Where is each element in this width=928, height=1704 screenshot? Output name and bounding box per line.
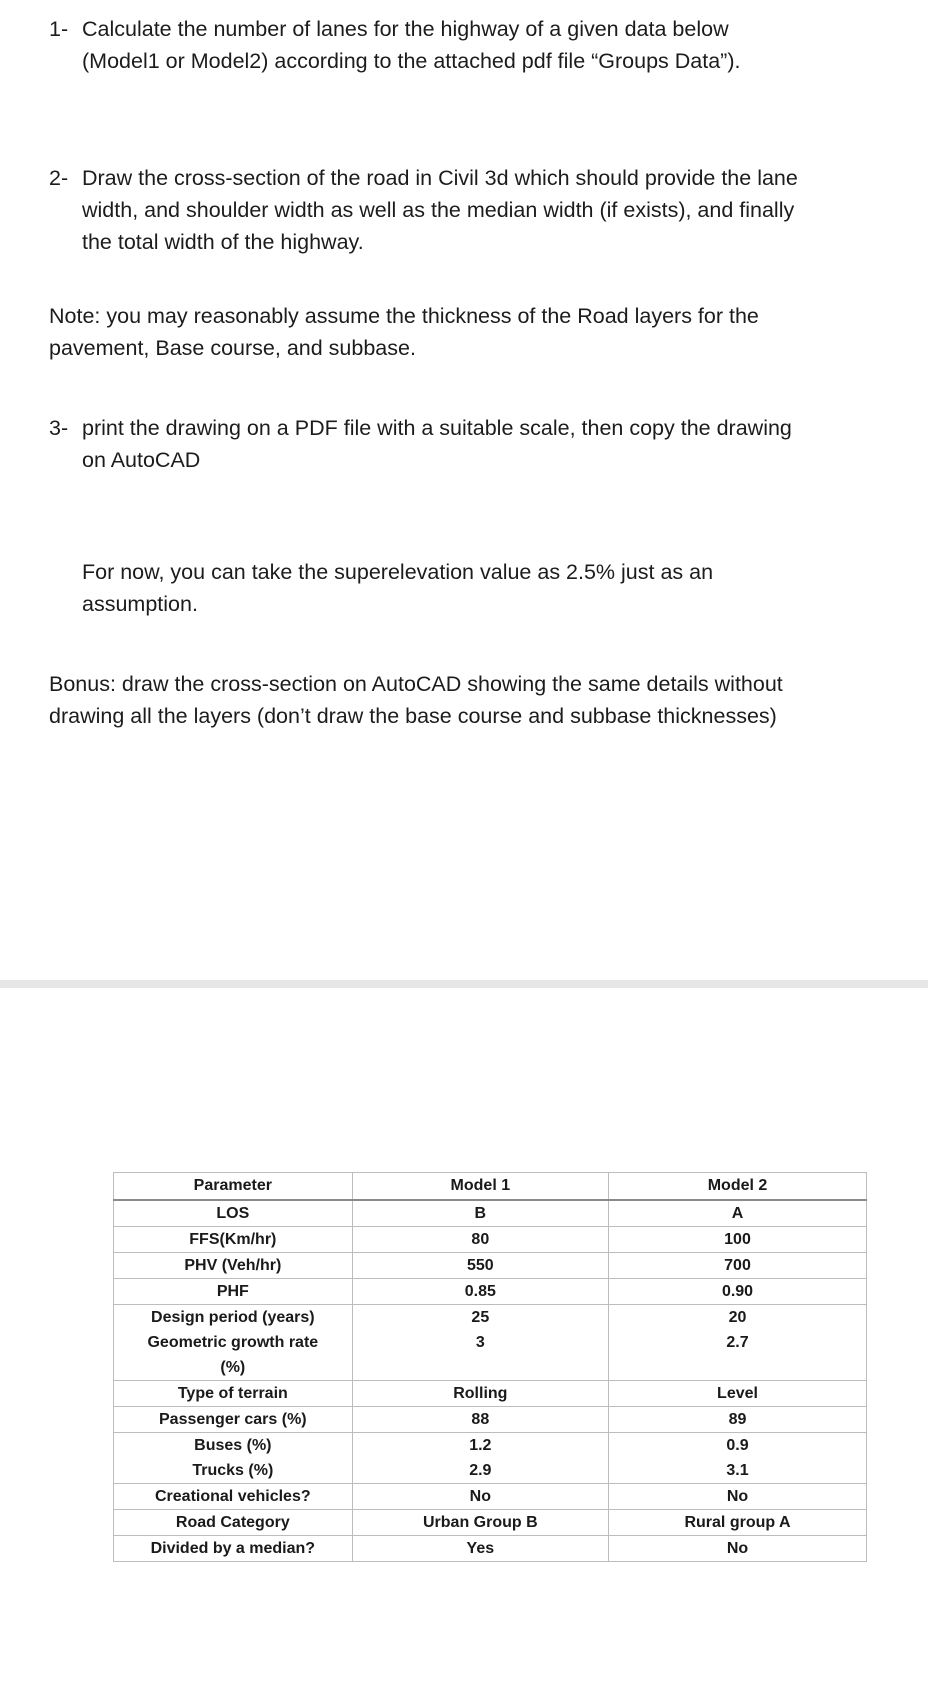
item-number: 3- — [49, 416, 69, 440]
model-2-cell: 20 — [609, 1305, 867, 1331]
param-cell: Road Category — [114, 1510, 353, 1536]
superelevation-line-1: For now, you can take the superelevation value as 2.5% just as an — [82, 560, 714, 584]
item-1-line-1: Calculate the number of lanes for the highway of a given data below — [82, 17, 729, 41]
model-1-cell: 0.85 — [352, 1279, 608, 1305]
item-number: 1- — [49, 17, 69, 41]
table-row — [114, 1381, 867, 1407]
page-divider — [0, 980, 928, 988]
param-cell: PHF — [114, 1279, 353, 1305]
param-cell: Design period (years) — [114, 1305, 353, 1331]
header-model-1: Model 1 — [352, 1173, 608, 1201]
item-2-line-2: width, and shoulder width as well as the median width (if exists), and finally — [82, 198, 795, 222]
bonus-paragraph — [49, 668, 879, 732]
table-row — [114, 1433, 867, 1459]
item-2-line-3: the total width of the highway. — [82, 230, 364, 254]
table-row — [114, 1484, 867, 1510]
item-3-line-1: print the drawing on a PDF file with a suitable scale, then copy the drawing — [82, 416, 792, 440]
param-cell: Divided by a median? — [114, 1536, 353, 1562]
model-1-cell: 25 — [352, 1305, 608, 1331]
bonus-line-2: drawing all the layers (don’t draw the base course and subbase thicknesses) — [49, 704, 777, 728]
table-row — [114, 1227, 867, 1253]
param-cell-line-2: (%) — [220, 1359, 246, 1376]
param-cell: LOS — [114, 1200, 353, 1227]
model-1-cell: 1.2 — [352, 1433, 608, 1459]
model-2-cell: 3.1 — [609, 1458, 867, 1484]
models-table-container — [113, 1172, 867, 1562]
table-row — [114, 1305, 867, 1331]
param-cell: Trucks (%) — [114, 1458, 353, 1484]
table-row — [114, 1407, 867, 1433]
note-line-1: Note: you may reasonably assume the thickness of the Road layers for the — [49, 304, 759, 328]
note-paragraph — [49, 300, 879, 364]
model-2-cell: Level — [609, 1381, 867, 1407]
model-2-cell: Rural group A — [609, 1510, 867, 1536]
table-row — [114, 1200, 867, 1227]
model-2-cell: 2.7 — [609, 1330, 867, 1381]
table-row — [114, 1253, 867, 1279]
model-1-cell: 88 — [352, 1407, 608, 1433]
model-1-cell: B — [352, 1200, 608, 1227]
note-line-2: pavement, Base course, and subbase. — [49, 336, 416, 360]
param-cell: PHV (Veh/hr) — [114, 1253, 353, 1279]
model-1-cell: Yes — [352, 1536, 608, 1562]
instruction-item-3 — [49, 412, 879, 476]
model-1-cell: 80 — [352, 1227, 608, 1253]
model-2-cell: 0.90 — [609, 1279, 867, 1305]
table-header-row — [114, 1173, 867, 1201]
superelevation-line-2: assumption. — [82, 592, 198, 616]
model-1-cell: Urban Group B — [352, 1510, 608, 1536]
table-row — [114, 1279, 867, 1305]
param-cell: Passenger cars (%) — [114, 1407, 353, 1433]
table-row — [114, 1458, 867, 1484]
model-2-cell: 100 — [609, 1227, 867, 1253]
table-row — [114, 1536, 867, 1562]
header-model-2: Model 2 — [609, 1173, 867, 1201]
bonus-line-1: Bonus: draw the cross-section on AutoCAD showing the same details without — [49, 672, 783, 696]
model-2-cell: No — [609, 1536, 867, 1562]
param-cell: Creational vehicles? — [114, 1484, 353, 1510]
model-1-cell: 3 — [352, 1330, 608, 1381]
instruction-item-1 — [49, 13, 879, 77]
model-2-cell: 0.9 — [609, 1433, 867, 1459]
model-1-cell: No — [352, 1484, 608, 1510]
item-number: 2- — [49, 166, 69, 190]
model-2-cell: A — [609, 1200, 867, 1227]
table-row — [114, 1510, 867, 1536]
item-2-line-1: Draw the cross-section of the road in Civil 3d which should provide the lane — [82, 166, 798, 190]
param-cell-line-1: Geometric growth rate — [147, 1334, 319, 1351]
item-3-line-2: on AutoCAD — [82, 448, 201, 472]
models-table — [113, 1172, 867, 1562]
model-1-cell: Rolling — [352, 1381, 608, 1407]
header-parameter: Parameter — [114, 1173, 353, 1201]
param-cell — [114, 1330, 353, 1381]
param-cell: FFS(Km/hr) — [114, 1227, 353, 1253]
param-cell: Type of terrain — [114, 1381, 353, 1407]
model-2-cell: 700 — [609, 1253, 867, 1279]
superelevation-paragraph — [82, 556, 842, 620]
instruction-item-2 — [49, 162, 879, 258]
item-1-line-2: (Model1 or Model2) according to the attached pdf file “Groups Data”). — [82, 49, 741, 73]
param-cell: Buses (%) — [114, 1433, 353, 1459]
table-row — [114, 1330, 867, 1381]
model-1-cell: 2.9 — [352, 1458, 608, 1484]
model-2-cell: 89 — [609, 1407, 867, 1433]
model-2-cell: No — [609, 1484, 867, 1510]
model-1-cell: 550 — [352, 1253, 608, 1279]
